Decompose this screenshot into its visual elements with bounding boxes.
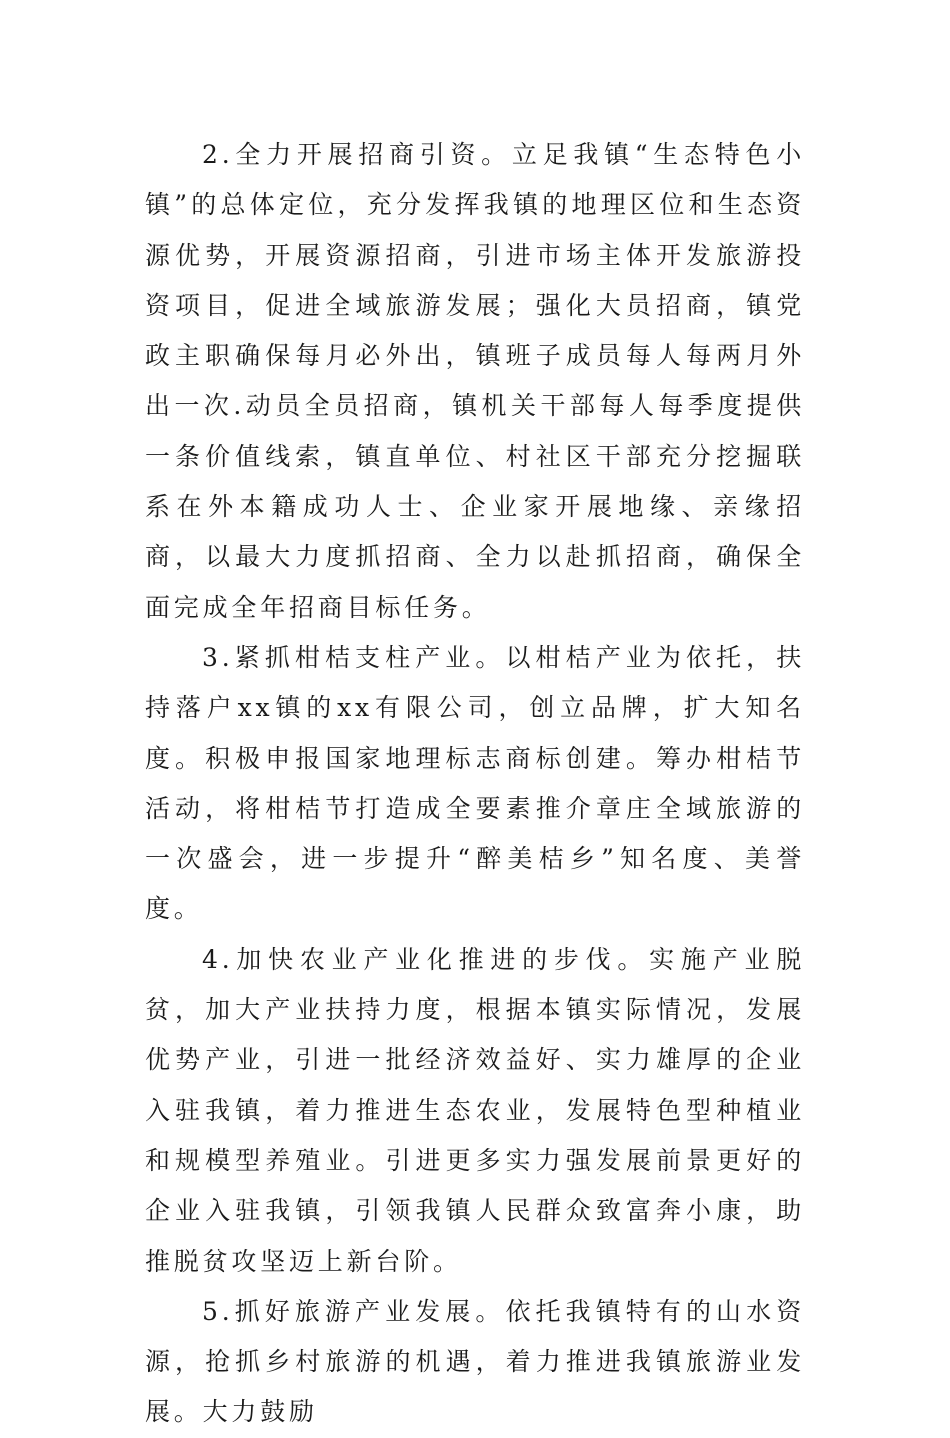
- document-page: [145, 130, 805, 1438]
- paragraph-investment-promotion: 2.全力开展招商引资。立足我镇“生态特色小镇”的总体定位，充分发挥我镇的地理区位和生态资源优势，开展资源招商，引进市场主体开发旅游投资项目，促进全域旅游发展；强化大员招商，镇党政主职确保每月必外出，镇班子成员每人每两月外出一次.动员全员招商，镇机关干部每人每季度提供一条价值线索，镇直单位、村社区干部充分挖掘联系在外本籍成功人士、企业家开展地缘、亲缘招商，以最大力度抓招商、全力以赴抓招商，确保全面完成全年招商目标任务。: [145, 140, 805, 622]
- paragraph-citrus-industry: 3.紧抓柑桔支柱产业。以柑桔产业为依托，扶持落户xx镇的xx有限公司，创立品牌，扩大知名度。积极申报国家地理标志商标创建。筹办柑桔节活动，将柑桔节打造成全要素推介章庄全域旅游的一次盛会，进一步提升“醉美桔乡”知名度、美誉度。: [145, 642, 805, 924]
- paragraph-agricultural-industrialization: 4.加快农业产业化推进的步伐。实施产业脱贫，加大产业扶持力度，根据本镇实际情况，发展优势产业，引进一批经济效益好、实力雄厚的企业入驻我镇，着力推进生态农业，发展特色型种植业和规模型养殖业。引进更多实力强发展前景更好的企业入驻我镇，引领我镇人民群众致富奔小康，助推脱贫攻坚迈上新台阶。: [145, 944, 805, 1276]
- paragraph-tourism-development: 5.抓好旅游产业发展。依托我镇特有的山水资源，抢抓乡村旅游的机遇，着力推进我镇旅游业发展。大力鼓励: [145, 1296, 805, 1427]
